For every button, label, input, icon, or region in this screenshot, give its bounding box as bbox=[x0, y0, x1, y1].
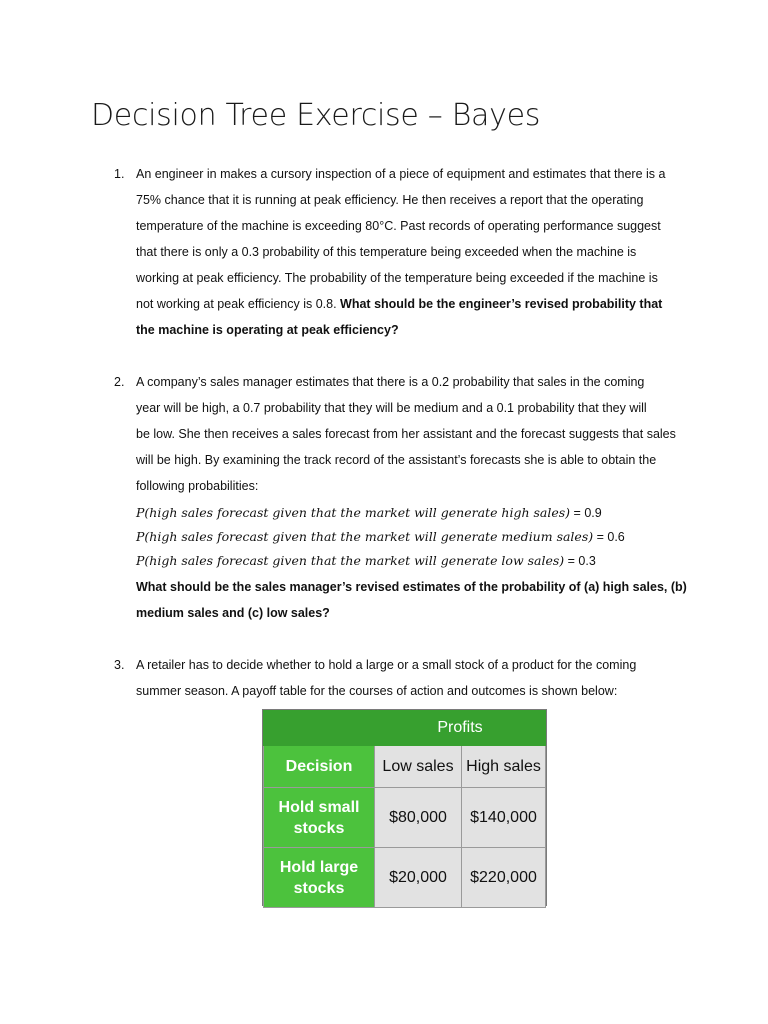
question-number: 3. bbox=[114, 658, 125, 672]
probability-formula bbox=[136, 500, 602, 526]
question-text-line: 75% chance that it is running at peak efficiency. He then receives a report that the operating bbox=[136, 193, 644, 207]
question-text-line: A retailer has to decide whether to hold a large or a small stock of a product for the coming bbox=[136, 658, 637, 672]
formula-value: = 0.3 bbox=[564, 554, 596, 568]
question-prompt-bold: the machine is operating at peak efficiency? bbox=[136, 323, 399, 337]
question-text-line: following probabilities: bbox=[136, 479, 259, 493]
profit-cell: $220,000 bbox=[462, 848, 546, 908]
question-text-line: will be high. By examining the track record of the assistant’s forecasts she is able to obtain the bbox=[136, 453, 657, 467]
question-text-line: year will be high, a 0.7 probability that they will be medium and a 0.1 probability that they will bbox=[136, 401, 647, 415]
page-title: Decision Tree Exercise – Bayes bbox=[91, 98, 541, 133]
formula-value: = 0.9 bbox=[570, 506, 602, 520]
formula-expression: P(high sales forecast given that the market will generate low sales) bbox=[136, 553, 565, 568]
question-prompt-bold: What should be the sales manager’s revised estimates of the probability of (a) high sales, (b) bbox=[136, 580, 687, 594]
profits-header: Profits bbox=[375, 711, 546, 746]
column-header-low-sales: Low sales bbox=[375, 746, 462, 788]
question-number: 1. bbox=[114, 167, 125, 181]
decision-header: Decision bbox=[264, 746, 375, 788]
question-text-line: summer season. A payoff table for the courses of action and outcomes is shown below: bbox=[136, 684, 618, 698]
question-text-line: that there is only a 0.3 probability of this temperature being exceeded when the machine is bbox=[136, 245, 637, 259]
question-text-line: temperature of the machine is exceeding 80°C. Past records of operating performance suggest bbox=[136, 219, 661, 233]
formula-expression: P(high sales forecast given that the market will generate medium sales) bbox=[136, 529, 594, 544]
probability-formula bbox=[136, 524, 625, 550]
decision-label-line: stocks bbox=[293, 819, 345, 837]
question-text-line: A company’s sales manager estimates that there is a 0.2 probability that sales in the coming bbox=[136, 375, 645, 389]
decision-label-line: stocks bbox=[293, 879, 345, 897]
column-header-high-sales: High sales bbox=[462, 746, 546, 788]
question-text-line: working at peak efficiency. The probability of the temperature being exceeded if the machine is bbox=[136, 271, 658, 285]
question-number: 2. bbox=[114, 375, 125, 389]
decision-label-line: Hold large bbox=[279, 858, 359, 876]
probability-formula bbox=[136, 548, 596, 574]
profit-cell: $80,000 bbox=[375, 788, 462, 848]
question-prompt-bold: What should be the engineer’s revised probability that bbox=[340, 297, 663, 311]
question-text-normal: not working at peak efficiency is 0.8. bbox=[136, 297, 341, 311]
decision-hold-large-stocks bbox=[264, 848, 375, 908]
table-row bbox=[264, 848, 546, 908]
decision-label-line: Hold small bbox=[278, 798, 360, 816]
decision-hold-small-stocks bbox=[264, 788, 375, 848]
profit-cell: $20,000 bbox=[375, 848, 462, 908]
formula-value: = 0.6 bbox=[593, 530, 625, 544]
table-row bbox=[264, 788, 546, 848]
question-text-line: An engineer in makes a cursory inspection of a piece of equipment and estimates that there is a bbox=[136, 167, 666, 181]
formula-expression: P(high sales forecast given that the market will generate high sales) bbox=[136, 505, 571, 520]
question-text-line: be low. She then receives a sales forecast from her assistant and the forecast suggests that sales bbox=[136, 427, 676, 441]
payoff-table bbox=[262, 709, 547, 906]
table-corner-cell bbox=[264, 711, 375, 746]
question-text-line bbox=[136, 291, 662, 317]
profit-cell: $140,000 bbox=[462, 788, 546, 848]
question-prompt-bold: medium sales and (c) low sales? bbox=[136, 606, 330, 620]
